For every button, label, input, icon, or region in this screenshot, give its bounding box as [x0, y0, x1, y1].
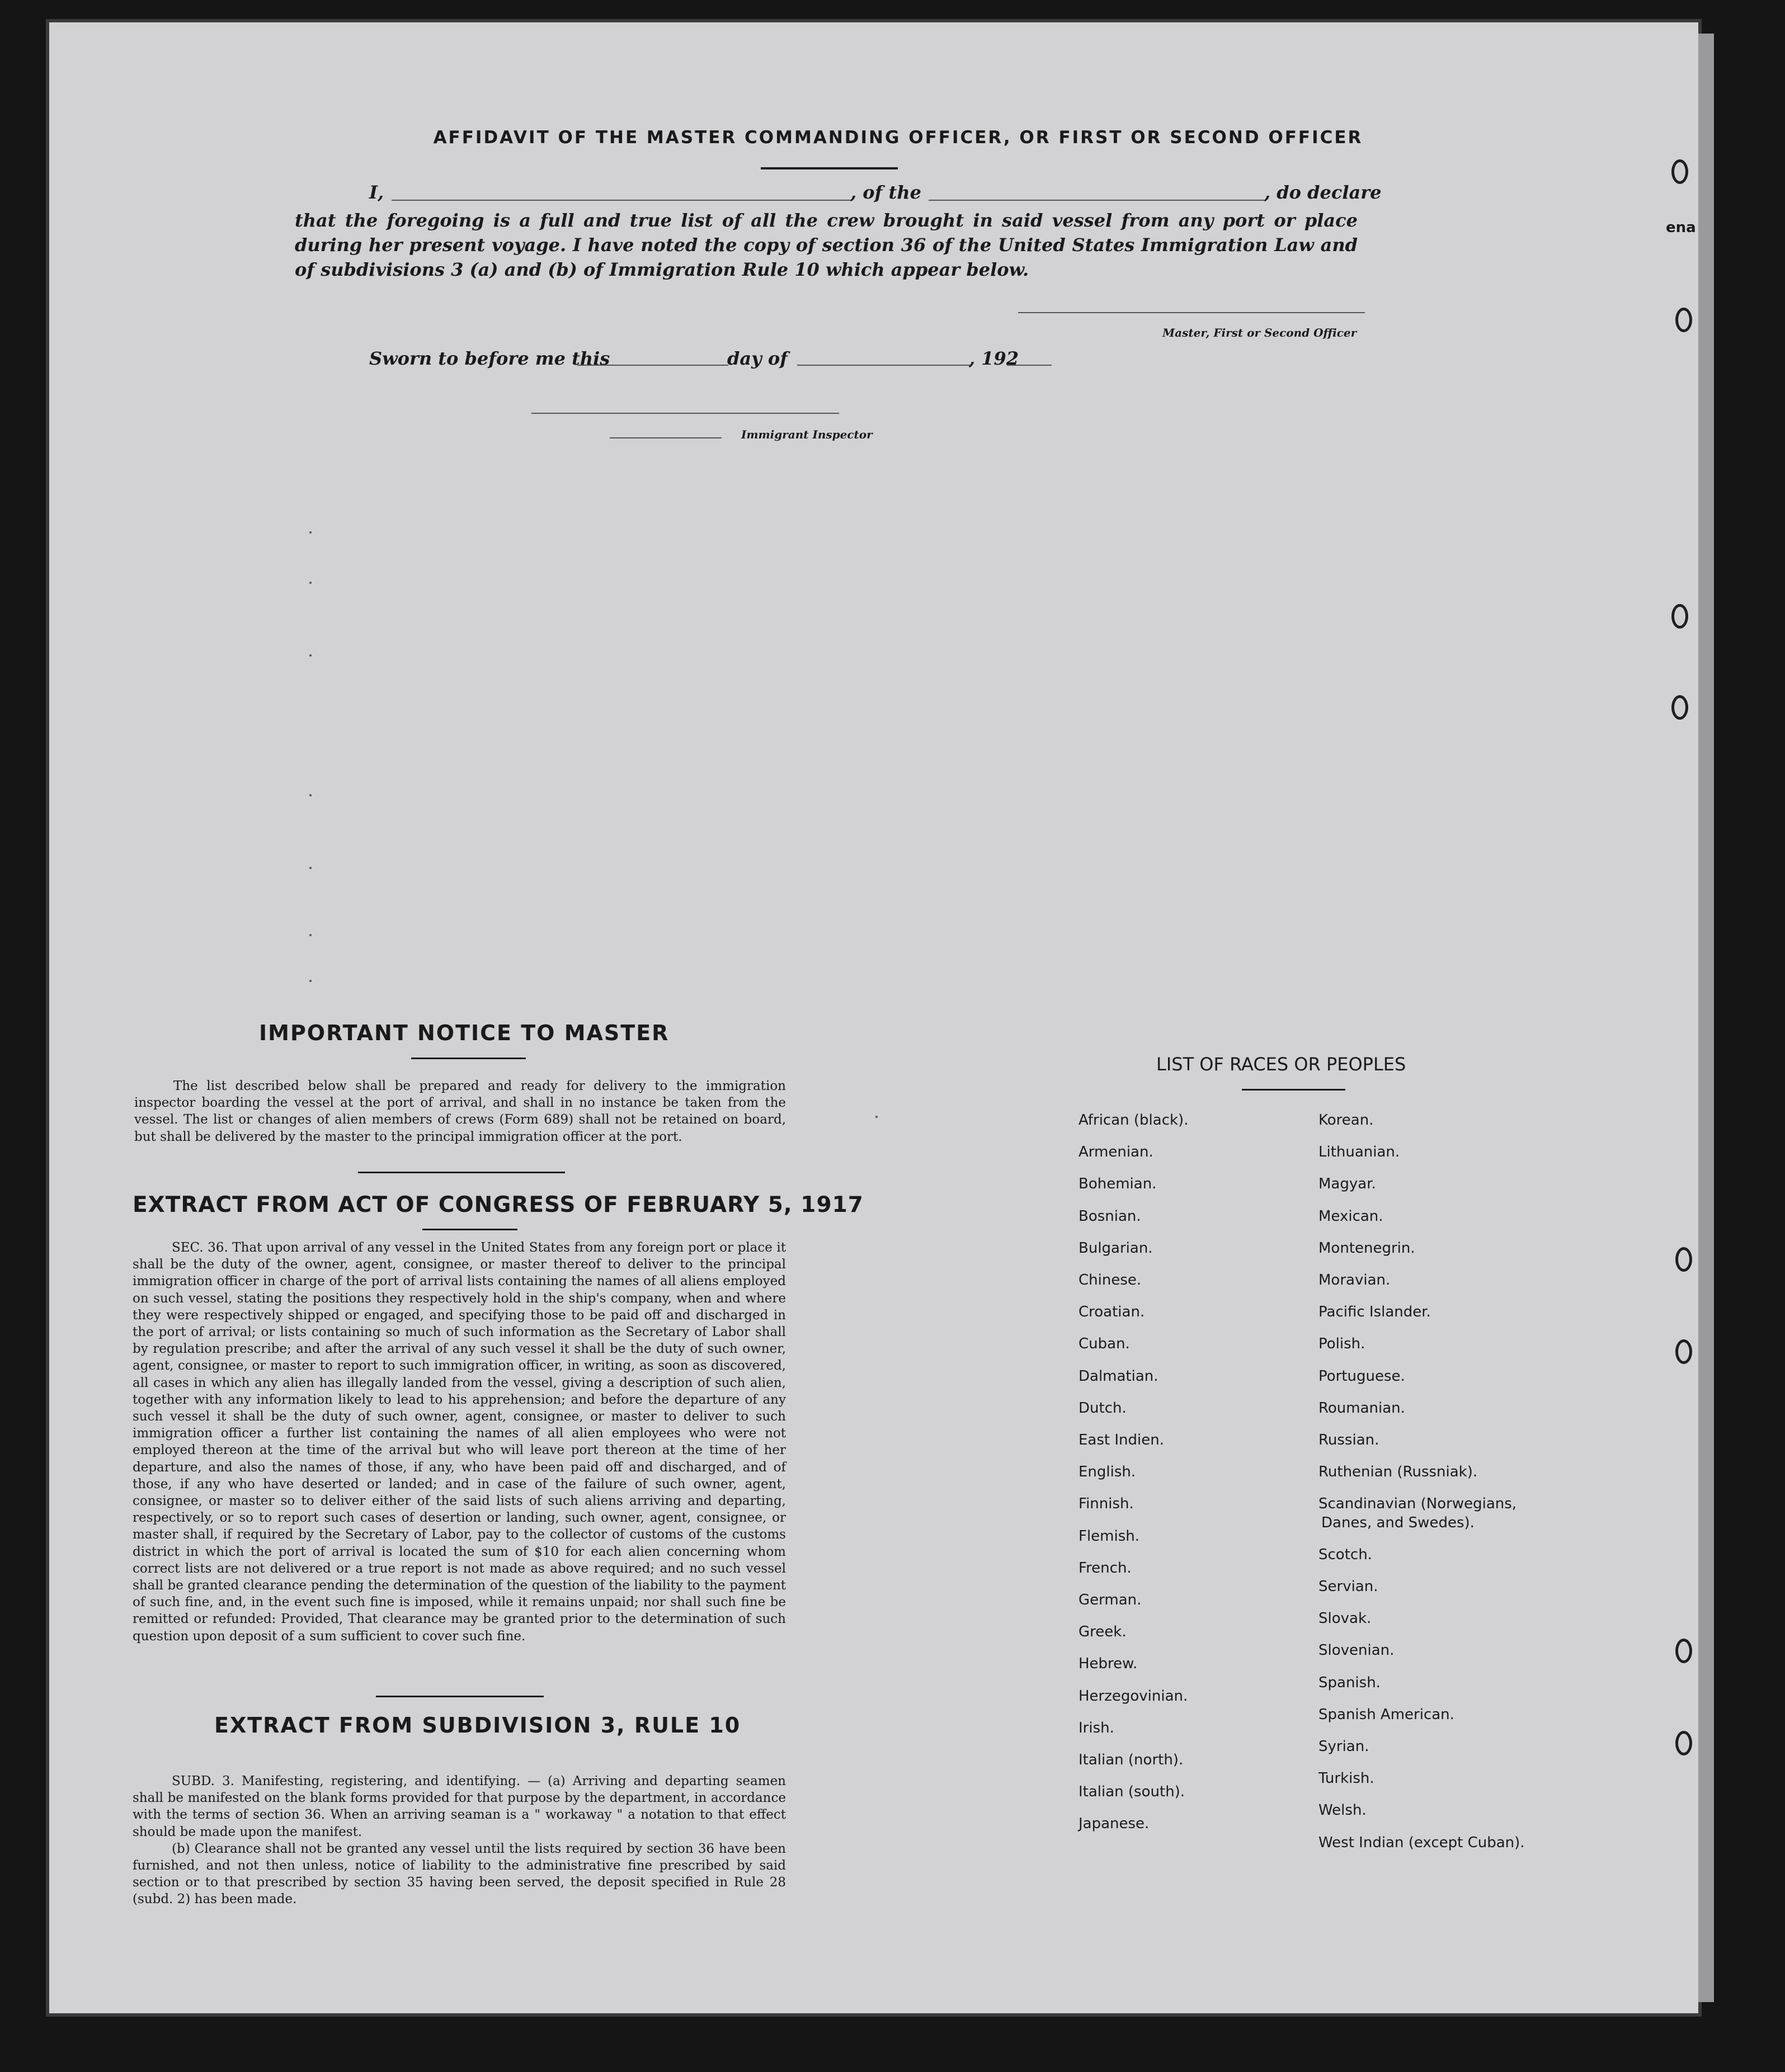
notice-paragraph: The list described below shall be prepared and ready for delivery to the immigration inspector boarding the vessel at the port of arrival, and shall in no instance be taken from the vessel. The list or changes of alien members of crews (Form 689) shall not be retained on board, but shall be delivered by the master to the principal immigration officer at the port. — [134, 1079, 786, 1144]
name-blank — [392, 200, 850, 201]
subdivision-b-paragraph: (b) Clearance shall not be granted any vessel until the lists required by section 36 have been furnished, and not then unless, notice of liability to the administrative fine prescribed by said section or to that prescribed by section 35 having been served, the deposit specified in Rule 28 (subd. 2) has been made. — [133, 1841, 786, 1907]
race-item: Bosnian. — [1078, 1207, 1141, 1225]
notice-underline — [411, 1058, 526, 1059]
notice-title: IMPORTANT NOTICE TO MASTER — [259, 1021, 670, 1045]
extract-rule-title: EXTRACT FROM SUBDIVISION 3, RULE 10 — [214, 1713, 741, 1738]
race-item: Italian (south). — [1078, 1783, 1185, 1801]
faint-dot — [309, 654, 312, 657]
inspector-signature-line — [531, 413, 839, 414]
master-caption: Master, First or Second Officer — [1162, 326, 1357, 339]
race-item: Scotch. — [1318, 1546, 1372, 1563]
section-divider — [358, 1172, 565, 1173]
inspector-caption: Immigrant Inspector — [741, 428, 873, 441]
month-blank — [797, 365, 971, 366]
punch-hole — [1675, 1339, 1692, 1364]
race-item: Armenian. — [1078, 1144, 1153, 1161]
race-item: Slovak. — [1318, 1610, 1372, 1627]
race-item: Moravian. — [1318, 1272, 1391, 1288]
race-item: African (black). — [1078, 1112, 1189, 1129]
punch-hole — [1675, 1639, 1692, 1663]
race-item: Chinese. — [1078, 1272, 1142, 1288]
race-item: Flemish. — [1078, 1527, 1140, 1545]
faint-dot — [309, 531, 312, 534]
race-item: Korean. — [1318, 1112, 1374, 1129]
section-36-paragraph: SEC. 36. That upon arrival of any vessel in the United States from any foreign port or place it shall be the duty of the owner, agent, consignee, or master thereof to deliver to the principal immigration officer in charge of the port of arrival lists containing the names of all aliens employed on such vessel, stating the positions they respectively hold in the ship's company, when and where they were respectively shipped or engaged, and specifying those to be paid off and discharged in the port of arrival; or lists containing so much of such information as the Secretary of Labor shall by regulation prescribe; and after the arrival of any such vessel it shall be the duty of such owner, agent, consignee, or master to report to such immigration officer, in writing, as soon as discovered, all cases in which any alien has illegally landed from the vessel, giving a description of such alien, together with any information likely to lead to his apprehension; and before the departure of any such vessel it shall be the duty of such owner, agent, consignee, or master to deliver to such immigration officer a further list containing the names of all alien employees who were not employed thereon at the time of the arrival but who will leave port thereon at the time of her departure, and also the names of those, if any, who have been paid off and discharged, and of those, if any who have deserted or landed; and in case of the failure of such owner, agent, consignee, or master so to deliver either of the said lists of such aliens arriving and departing, respectively, or so to report such cases of desertion or landing, such owner, agent, consignee, or master shall, if required by the Secretary of Labor, pay to the collector of customs of the customs district in which the port of arrival is located the sum of $10 for each alien concerning whom correct lists are not delivered or a true report is not made as above required; and no such vessel shall be granted clearance pending the determination of the question of the liability to the payment of such fine, and, in the event such fine is imposed, while it remains unpaid; nor shall such fine be remitted or refunded: Provided, That clearance may be granted prior to the determination of such question upon deposit of a sum sufficient to cover such fine. — [133, 1240, 786, 1644]
race-item: French. — [1078, 1559, 1132, 1577]
race-item: East Indien. — [1078, 1432, 1164, 1448]
section-divider — [376, 1696, 544, 1697]
year-blank — [1007, 365, 1052, 366]
race-item: Japanese. — [1078, 1815, 1150, 1833]
faint-dot — [309, 980, 312, 982]
extract-act-title: EXTRACT FROM ACT OF CONGRESS OF FEBRUARY 5, 1917 — [133, 1192, 864, 1217]
affidavit-line-do-declare: , do declare — [1264, 182, 1382, 203]
race-item: Portuguese. — [1318, 1367, 1405, 1385]
race-item: Welsh. — [1318, 1802, 1367, 1819]
race-item: Spanish. — [1318, 1674, 1381, 1691]
affidavit-line-of-the: , of the — [850, 182, 921, 203]
faint-dot — [309, 582, 312, 584]
race-item: Magyar. — [1318, 1176, 1376, 1193]
race-item: West Indian (except Cuban). — [1318, 1834, 1525, 1851]
affidavit-line-i: I, — [369, 182, 384, 203]
race-item: Scandinavian (Norwegians, — [1318, 1495, 1517, 1513]
inspector-short-line — [610, 437, 722, 438]
extract-act-text — [133, 1239, 786, 1645]
race-item: Irish. — [1078, 1719, 1114, 1736]
punch-hole — [1675, 308, 1692, 332]
margin-mark: ena — [1666, 219, 1696, 236]
races-underline — [1242, 1089, 1345, 1091]
race-item: Italian (north). — [1078, 1752, 1184, 1768]
sworn-prefix: Sworn to before me this — [369, 348, 610, 369]
page-edge — [1698, 34, 1714, 2002]
punch-hole — [1671, 695, 1688, 720]
race-item: Roumanian. — [1318, 1399, 1405, 1417]
punch-hole — [1675, 1731, 1692, 1755]
race-item: Pacific Islander. — [1318, 1304, 1431, 1321]
master-signature-line — [1018, 312, 1365, 313]
faint-dot — [309, 867, 312, 869]
punch-hole — [1671, 604, 1688, 629]
faint-dot — [309, 794, 312, 796]
affidavit-title: AFFIDAVIT OF THE MASTER COMMANDING OFFICER, OR FIRST OR SECOND OFFICER — [433, 128, 1363, 148]
race-item: Lithuanian. — [1318, 1144, 1400, 1161]
race-item: Spanish American. — [1318, 1706, 1454, 1723]
race-item: Dalmatian. — [1078, 1367, 1158, 1385]
day-blank — [577, 365, 728, 366]
punch-hole — [1675, 1247, 1692, 1272]
races-title: LIST OF RACES OR PEOPLES — [1156, 1054, 1406, 1075]
affidavit-declaration: that the foregoing is a full and true list of all the crew brought in said vessel from any port or place during her present voyage. I have noted the copy of section 36 of the United States Immigration Law and of subdivisions 3 (a) and (b) of Immigration Rule 10 which appear below. — [295, 210, 1358, 280]
race-item: English. — [1078, 1464, 1136, 1481]
extract-rule-text — [133, 1773, 786, 1908]
subdivision-a-paragraph: SUBD. 3. Manifesting, registering, and identifying. — (a) Arriving and departing seamen shall be manifested on the blank forms provided for that purpose by the department, in accordance with the terms of section 36. When an arriving seaman is a " workaway " a notation to that effect should be made upon the manifest. — [133, 1774, 786, 1839]
faint-dot — [875, 1116, 878, 1118]
faint-dot — [309, 934, 312, 936]
race-item: Bulgarian. — [1078, 1239, 1153, 1257]
race-item: Herzegovinian. — [1078, 1687, 1188, 1705]
race-item: Montenegrin. — [1318, 1239, 1415, 1257]
race-item: German. — [1078, 1592, 1142, 1608]
race-item: Bohemian. — [1078, 1176, 1157, 1193]
race-item: Cuban. — [1078, 1335, 1130, 1353]
race-item: Croatian. — [1078, 1304, 1145, 1321]
race-item: Russian. — [1318, 1432, 1379, 1448]
race-item: Syrian. — [1318, 1738, 1369, 1755]
punch-hole — [1671, 159, 1688, 184]
race-item: Slovenian. — [1318, 1642, 1395, 1659]
race-item: Mexican. — [1318, 1207, 1383, 1225]
title-underline — [761, 167, 898, 169]
race-item: Servian. — [1318, 1578, 1378, 1595]
race-item: Turkish. — [1318, 1770, 1374, 1787]
race-item: Hebrew. — [1078, 1655, 1138, 1673]
race-item: Dutch. — [1078, 1399, 1127, 1417]
race-item: Greek. — [1078, 1623, 1127, 1641]
sworn-day-of: day of — [727, 348, 788, 369]
race-item: Danes, and Swedes). — [1321, 1514, 1475, 1531]
race-item: Polish. — [1318, 1335, 1365, 1353]
race-item: Finnish. — [1078, 1495, 1134, 1513]
sworn-year: , 192 — [969, 348, 1019, 369]
race-item: Ruthenian (Russniak). — [1318, 1464, 1478, 1481]
vessel-blank — [929, 200, 1264, 201]
extract-act-underline — [422, 1229, 517, 1230]
notice-text — [134, 1078, 786, 1145]
